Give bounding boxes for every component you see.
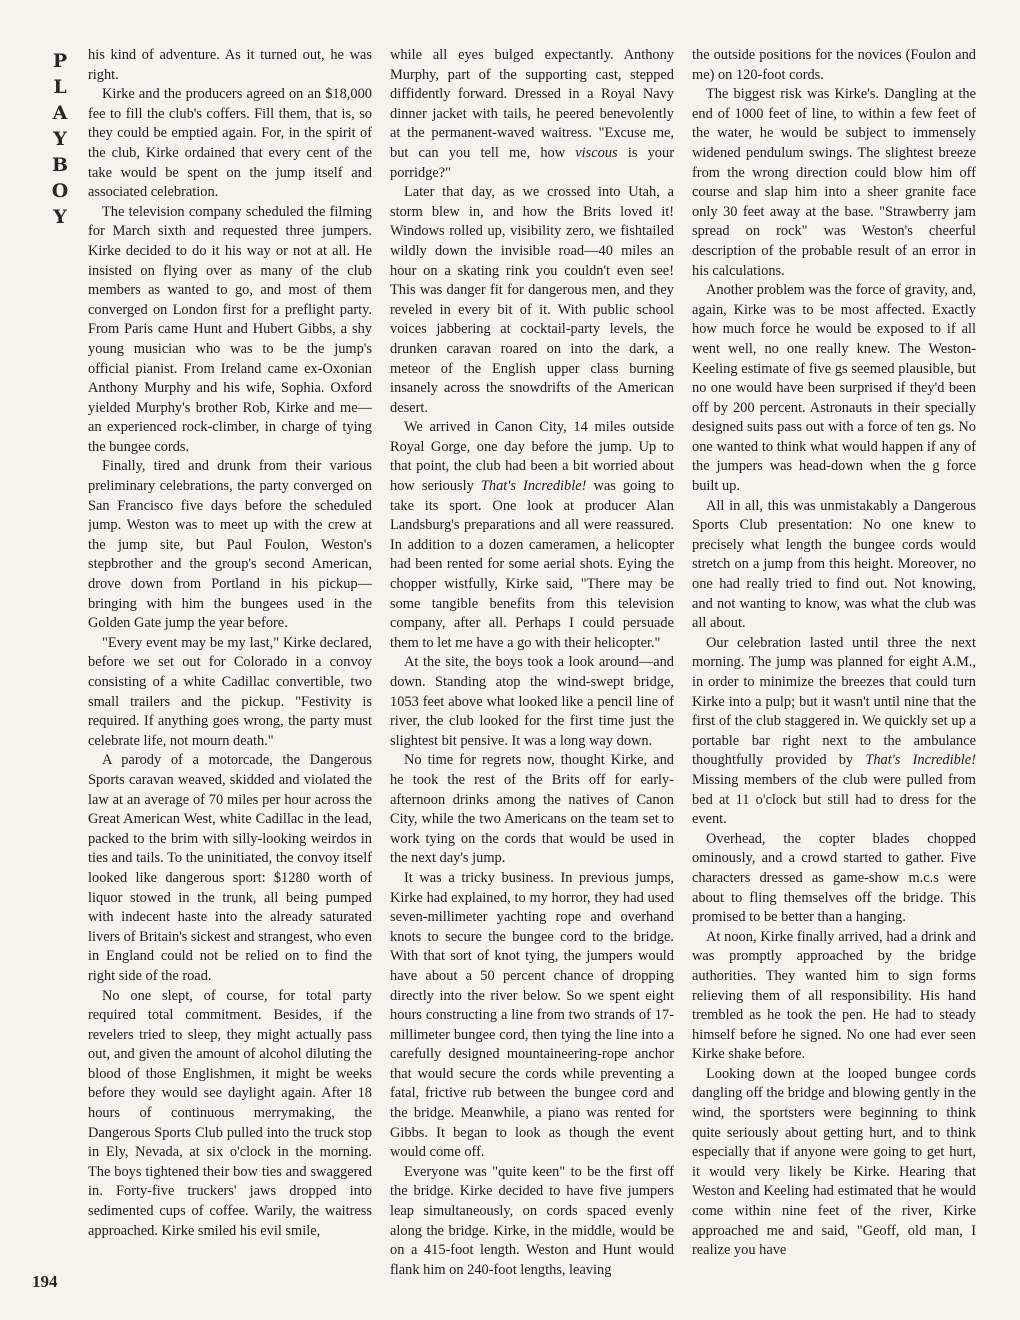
- paragraph: the outside positions for the novices (Foulon and me) on 120-foot cords.: [692, 47, 976, 83]
- magazine-letter: A: [52, 102, 68, 124]
- text-run: We arrived in Canon City, 14 miles outside Royal Gorge, one day before the jump. Up to that point, the club had been a bit worried about how seriously: [390, 419, 674, 495]
- article-column-1: [88, 46, 372, 1306]
- paragraph: Later that day, as we crossed into Utah, a storm blew in, and how the Brits loved it! Windows rolled up, visibility zero, we fishtailed wildly down the invisible road—40 miles an hour on a skating rink you couldn't even see! This was danger fit for dangerous men, and they reveled in every bit of it. With public school voices jabbering at cocktail-party levels, the drunken caravan roared on into the dark, a meteor of the English upper class burning insanely across the snowdrifts of the American desert.: [390, 184, 674, 416]
- magazine-letter: L: [53, 76, 67, 98]
- magazine-letter: Y: [53, 128, 67, 150]
- paragraph: Another problem was the force of gravity, and, again, Kirke was to be most affected. Exactly how much force he would be exposed to if all went well, no one really knew. The Weston-Keeling estimate of five gs seemed plausible, but no one would have been surprised if they'd been off by 200 percent. Astronauts in their specially designed suits pass out with a force of ten gs. No one wanted to think what would happen if any of the jumpers was head-down when the g force built up.: [692, 282, 976, 495]
- text-run: while all eyes bulged expectantly. Anthony Murphy, part of the supporting cast, stepped diffidently forward. Dressed in a Royal Navy dinner jacket with tails, he peered benevolently at the permanent-waved waitress. "Excuse me, but can you tell me, how: [390, 47, 674, 161]
- text-run: Missing members of the club were pulled from bed at 11 o'clock but still had to dress for the event.: [692, 771, 976, 828]
- paragraph: All in all, this was unmistakably a Dangerous Sports Club presentation: No one knew to precisely what length the bungee cords would stretch on a jump from this height. Moreover, no one had really tried to find out. Not knowing, and not wanting to know, was what the club was all about.: [692, 497, 976, 632]
- magazine-letter: O: [51, 180, 69, 202]
- show-title-italic: That's Incredible!: [865, 752, 976, 769]
- show-title-italic: That's Incredible!: [480, 478, 587, 495]
- paragraph: It was a tricky business. In previous jumps, Kirke had explained, to my horror, they had used seven-millimeter yachting rope and overhand knots to secure the bungee cord to the bridge. With that sort of knot tying, the jumpers would have about a 50 percent chance of dropping directly into the river below. So we spent eight hours constructing a line from two strands of 17-millimeter bungee cord, then tying the line into a carefully designed mountaineering-rope anchor that would secure the cords while preventing a fatal, frictive rub between the bungee cord and the bridge. Meanwhile, a piano was rented for Gibbs. It began to look as though the event would come off.: [390, 869, 674, 1161]
- paragraph: At the site, the boys took a look around—and down. Standing atop the wind-swept bridge, 1053 feet above what looked like a pencil line of river, the club looked for the first time just the slightest bit pensive. It was a long way down.: [390, 654, 674, 749]
- paragraph: The television company scheduled the filming for March sixth and requested three jumpers. Kirke decided to do it his way or not at all. He insisted on flying over as many of the club members as wanted to go, and most of them converged on London first for a preflight party. From Paris came Hunt and Hubert Gibbs, a shy young musician who was to be the jump's official pianist. From Ireland came ex-Oxonian Anthony Murphy and his wife, Sophia. Oxford yielded Murphy's brother Rob, Kirke and me—an experienced rock-climber, in charge of tying the bungee cords.: [88, 203, 372, 455]
- text-run: Our celebration lasted until three the next morning. The jump was planned for eight A.M., in order to minimize the breezes that could turn Kirke into a pulp; but it wasn't until nine that the first of the club staggered in. We quickly set up a portable bar right next to the ambulance thoughtfully provided by: [692, 634, 976, 769]
- paragraph: [390, 46, 674, 183]
- paragraph: No time for regrets now, thought Kirke, and he took the rest of the Brits off for early-afternoon drinks among the natives of Canon City, while the two Americans on the team set to work tying on the cords that would be used in the next day's jump.: [390, 752, 674, 867]
- magazine-letter: B: [51, 154, 69, 176]
- magazine-name-vertical: [40, 48, 80, 230]
- article-column-3: [692, 46, 976, 1306]
- paragraph: Overhead, the copter blades chopped ominously, and a crowd started to gather. Five characters dressed as game-show m.c.s were about to fling themselves off the bridge. This promised to be better than a hanging.: [692, 830, 976, 926]
- text-run: was going to take its sport. One look at producer Alan Landsburg's preparations and all were reassured. In addition to a dozen cameramen, a helicopter had been rented for some aerial shots. Eying the chopper wistfully, Kirke said, "There may be some tangible benefits from this television company, after all. Perhaps I could persuade them to let me have a go with their helicopter.": [390, 478, 674, 651]
- paragraph: Kirke and the producers agreed on an $18,000 fee to fill the club's coffers. Fill them, that is, so they could be emptied again. For, in the spirit of the club, Kirke ordained that every cent of the take would be spent on the jump itself and associated celebration.: [88, 86, 372, 201]
- paragraph: Everyone was "quite keen" to be the first off the bridge. Kirke decided to have five jumpers leap simultaneously, on cords spaced evenly along the bridge. Kirke, in the middle, would be on a 415-foot length. Weston and Hunt would flank him on 240-foot lengths, leaving: [390, 1163, 674, 1278]
- paragraph: A parody of a motorcade, the Dangerous Sports caravan weaved, skidded and violated the law at an average of 70 miles per hour across the Great American West, white Cadillac in the lead, packed to the brim with silly-looking weirdos in ties and tails. To the uninitiated, the convoy itself looked like dangerous sport: $1280 worth of liquor stowed in the trunk, all being pumped with indecent haste into the already saturated livers of Britain's sickest and strangest, who even in England could not be relied on to find the right side of the road.: [88, 752, 372, 984]
- article-body: [88, 46, 976, 1306]
- paragraph: Finally, tired and drunk from their various preliminary celebrations, the party converged on San Francisco five days before the scheduled jump. Weston was to meet up with the crew at the jump site, but Paul Foulon, Weston's stepbrother and the group's second American, drove down from Portland in his pickup—bringing with him the bungees used in the Golden Gate jump the year before.: [88, 458, 372, 632]
- italic-text: viscous: [575, 144, 618, 161]
- magazine-letter: P: [52, 50, 68, 72]
- text-run: is your porridge?": [390, 144, 674, 181]
- article-column-2: [390, 46, 674, 1306]
- page-number: 194: [32, 1272, 58, 1291]
- paragraph: his kind of adventure. As it turned out, he was right.: [88, 47, 372, 83]
- paragraph: [390, 418, 674, 653]
- paragraph: At noon, Kirke finally arrived, had a drink and was promptly approached by the bridge authorities. They wanted him to sign forms relieving them of all responsibility. His hand trembled as he took the pen. He had to steady himself before he signed. No one had ever seen Kirke shake before.: [692, 928, 976, 1063]
- paragraph: [692, 634, 976, 830]
- paragraph: The biggest risk was Kirke's. Dangling at the end of 1000 feet of line, to within a few feet of the water, he would be subject to immensely widened pendulum swings. The slightest breeze from the wrong direction could blow him off course and slap him into a sheer granite face only 30 feet away at the base. "Strawberry jam spread on rock" was Weston's cheerful description of the probable result of an error in his calculations.: [692, 86, 976, 279]
- paragraph: No one slept, of course, for total party required total commitment. Besides, if the revelers tried to sleep, they might actually pass out, and given the amount of alcohol diluting the blood of those Englishmen, it might be weeks before they would see daylight again. After 18 hours of continuous merrymaking, the Dangerous Sports Club pulled into the truck stop in Ely, Nevada, at six o'clock in the morning. The boys tightened their bow ties and swaggered in. Forty-five truckers' jaws dropped into sedimented cups of coffee. Warily, the waitress approached. Kirke smiled his evil smile,: [88, 987, 372, 1239]
- paragraph: "Every event may be my last," Kirke declared, before we set out for Colorado in a convoy consisting of a white Cadillac convertible, two small trailers and the pickup. "Festivity is required. If anything goes wrong, the party must celebrate life, not mourn death.": [88, 634, 372, 749]
- magazine-letter: Y: [53, 206, 67, 228]
- paragraph: Looking down at the looped bungee cords dangling off the bridge and blowing gently in the wind, the sportsters were beginning to think quite seriously about getting hurt, and to think especially that if anyone were going to get hurt, it would very likely be Kirke. Hearing that Weston and Keeling had estimated that he would come within nine feet of the river, Kirke approached me and said, "Geoff, old man, I realize you have: [692, 1065, 976, 1259]
